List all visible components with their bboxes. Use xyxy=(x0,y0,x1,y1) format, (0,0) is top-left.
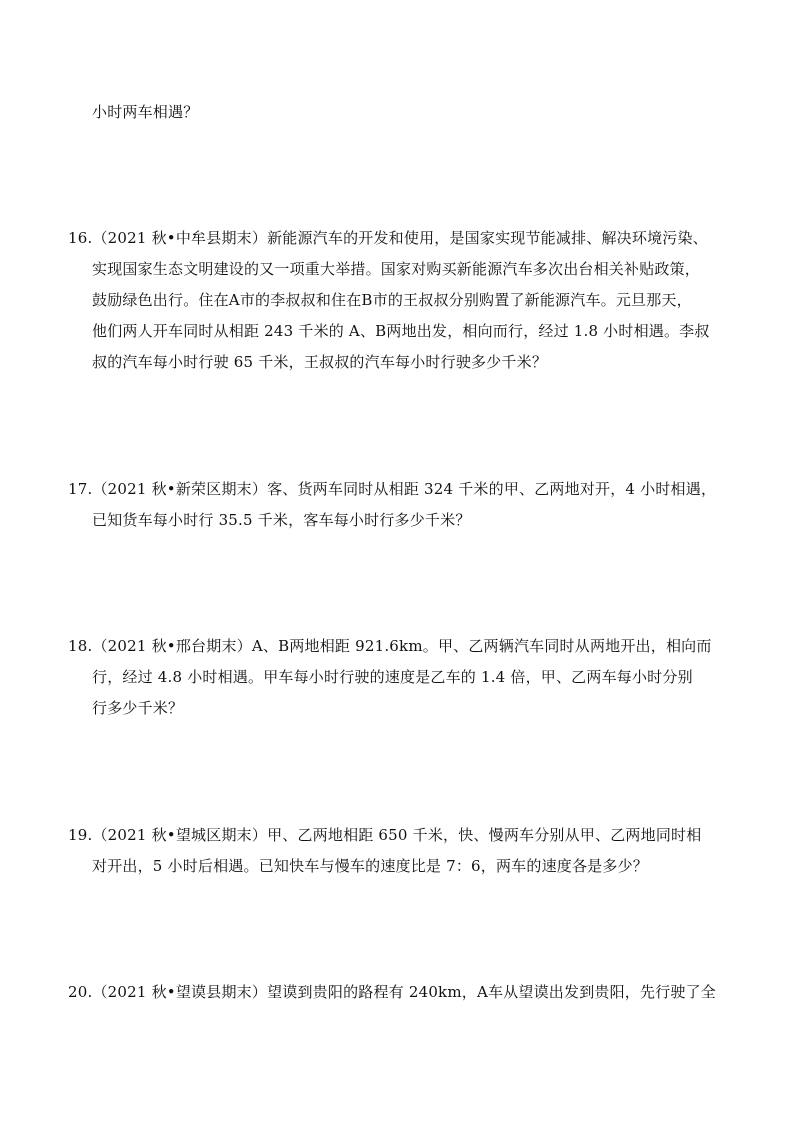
question-text-line: 他们两人开车同时从相距 243 千米的 A、B两地出发，相向而行，经过 1.8 小时相遇。李叔 xyxy=(92,322,710,340)
question-source: （2021 秋•邢台期末） xyxy=(92,637,252,655)
question-text: 客、货两车同时从相距 324 千米的甲、乙两地对开，4 小时相遇， xyxy=(267,480,717,498)
question-text-line: 实现国家生态文明建设的又一项重大举措。国家对购买新能源汽车多次出台相关补贴政策， xyxy=(92,260,701,278)
question-number: 16. xyxy=(68,229,93,247)
question-source: （2021 秋•望城区期末） xyxy=(92,826,268,844)
question-text: 新能源汽车的开发和使用，是国家实现节能减排、解决环境污染、 xyxy=(267,229,708,247)
question-number: 19. xyxy=(68,826,93,844)
question-number: 17. xyxy=(68,480,93,498)
question-19-first-line xyxy=(68,825,701,845)
question-text-line: 鼓励绿色出行。住在A市的李叔叔和住在B市的王叔叔分别购置了新能源汽车。元旦那天， xyxy=(92,291,692,309)
question-source: （2021 秋•望谟县期末） xyxy=(92,983,268,1001)
question-text-line: 叔的汽车每小时行驶 65 千米，王叔叔的汽车每小时行驶多少千米？ xyxy=(92,353,548,371)
question-text: A、B两地相距 921.6km。甲、乙两辆汽车同时从两地开出，相向而 xyxy=(251,637,712,655)
question-number: 20. xyxy=(68,983,93,1001)
question-text: 望谟到贵阳的路程有 240km，A车从望谟出发到贵阳，先行驶了全 xyxy=(267,983,717,1001)
question-source: （2021 秋•中牟县期末） xyxy=(92,229,268,247)
question-text-line: 已知货车每小时行 35.5 千米，客车每小时行多少千米？ xyxy=(92,511,471,529)
question-number: 18. xyxy=(68,637,93,655)
question-source: （2021 秋•新荣区期末） xyxy=(92,480,268,498)
question-text: 甲、乙两地相距 650 千米，快、慢两车分别从甲、乙两地同时相 xyxy=(267,826,702,844)
question-text-line: 行多少千米？ xyxy=(92,699,184,717)
question-text-line: 对开出，5 小时后相遇。已知快车与慢车的速度比是 7：6，两车的速度各是多少？ xyxy=(92,857,648,875)
continuation-line: 小时两车相遇？ xyxy=(92,103,199,121)
question-16-first-line xyxy=(68,228,708,248)
question-17-first-line xyxy=(68,479,716,499)
question-text-line: 行，经过 4.8 小时相遇。甲车每小时行驶的速度是乙车的 1.4 倍，甲、乙两车每小时分别 xyxy=(92,668,693,686)
question-18-first-line xyxy=(68,636,712,656)
question-20-first-line xyxy=(68,982,716,1002)
